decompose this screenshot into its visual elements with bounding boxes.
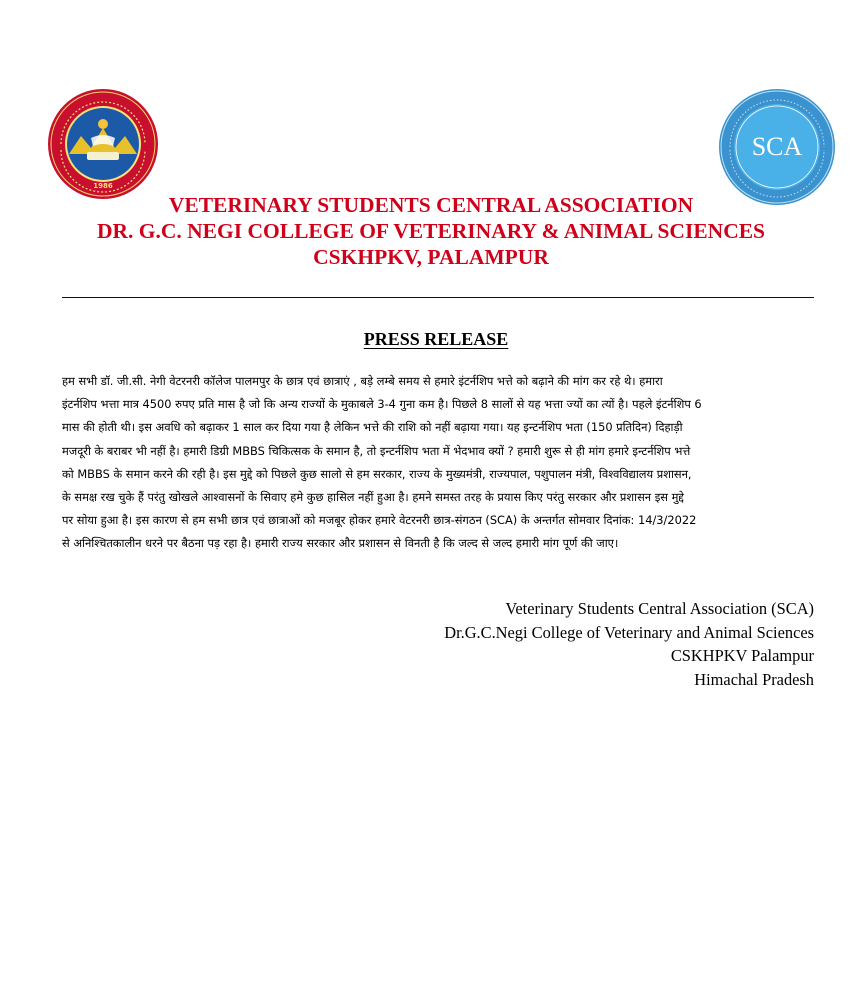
signature-college: Dr.G.C.Negi College of Veterinary and Animal Sciences <box>444 622 814 642</box>
body-line: इंटर्नशिप भत्ता मात्र 4500 रुपए प्रति मास है जो कि अन्य राज्यों के मुकाबले 3-4 गुना कम है। पिछले 8 सालों से यह भत्ता ज्यों का त्यों है। पहले इंटर्नशिप 6 <box>62 397 702 412</box>
body-line: मास की होती थी। इस अवधि को बढ़ाकर 1 साल कर दिया गया है लेकिन भत्ते की राशि को नहीं बढ़ाया गया। यह इन्टर्नशिप भता (150 प्रतिदिन) दिहाड़ी <box>62 420 683 435</box>
signature-university: CSKHPKV Palampur <box>670 646 814 665</box>
university-name: CSKHPKV, PALAMPUR <box>313 245 549 269</box>
press-release-body <box>62 370 814 556</box>
sca-emblem-icon <box>718 88 836 206</box>
body-line: मजदूरी के बराबर भी नहीं है। हमारी डिग्री MBBS चिकित्सक के समान है, तो इन्टर्नशिप भता में भेदभाव क्यों ? हमारी शुरू से ही मांग हमारे इन्टर्नशिप भत्ते <box>62 443 691 458</box>
body-line: हम सभी डॉ. जी.सी. नेगी वेटरनरी कॉलेज पालमपुर के छात्र एवं छात्राएं , बड़े लम्बे समय से हमारे इंटर्नशिप भत्ते को बढ़ाने की मांग कर रहे थे। हमारा <box>62 374 663 388</box>
press-release-title: PRESS RELEASE <box>363 329 509 349</box>
signature-block <box>444 597 814 691</box>
body-line: के समक्ष रख चुके हैं परंतु खोखले आश्वासनों के सिवाए हमे कुछ हासिल नहीं हुआ है। हमने समस्त तरह के प्रयास किए परंतु सरकार और प्रशासन इस मुद्दे <box>62 490 684 505</box>
header-divider <box>62 297 814 298</box>
college-name: DR. G.C. NEGI COLLEGE OF VETERINARY & ANIMAL SCIENCES <box>96 219 766 243</box>
sca-emblem-text: SCA <box>751 132 803 161</box>
emblem-year: 1986 <box>93 182 113 190</box>
body-line: से अनिश्चितकालीन धरने पर बैठना पड़ रहा है। हमारी राज्य सरकार और प्रशासन से विनती है कि जल्द से जल्द हमारी मांग पूर्ण की जाए। <box>62 536 619 551</box>
college-emblem-icon <box>47 88 159 200</box>
body-line: पर सोया हुआ है। इस कारण से हम सभी छात्र एवं छात्राओं को मजबूर होकर हमारे वेटरनरी छात्र-संगठन (SCA) के अन्तर्गत सोमवार दिनांक: 14/3/2022 <box>62 513 697 528</box>
letterhead <box>0 192 862 270</box>
body-line: को MBBS के समान करने की रही है। इस मुद्दे को पिछले कुछ सालो से हम सरकार, राज्य के मुख्यमंत्री, राज्यपाल, पशुपालन मंत्री, विश्वविद्यालय प्रशासन, <box>62 466 692 481</box>
signature-state: Himachal Pradesh <box>694 669 814 689</box>
association-name: VETERINARY STUDENTS CENTRAL ASSOCIATION <box>168 193 694 217</box>
signature-org: Veterinary Students Central Association (SCA) <box>505 599 814 618</box>
